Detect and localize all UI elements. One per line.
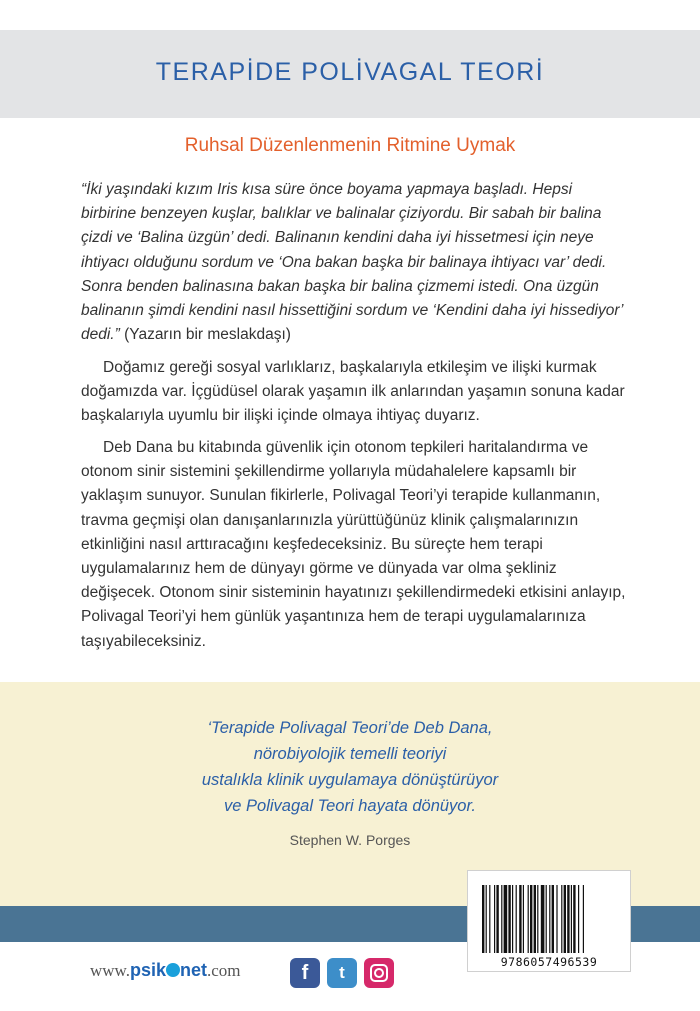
barcode-bar: [508, 885, 510, 953]
instagram-icon[interactable]: [364, 958, 394, 988]
book-title: TERAPİDE POLİVAGAL TEORİ: [155, 58, 545, 86]
barcode-bar: [546, 885, 547, 953]
body-paragraph-2: Deb Dana bu kitabında güvenlik için otonom tepkileri haritalandırma ve otonom sinir sistemini şekillendirme yollarıyla müdahalelere kapsamlı bir yaklaşım sunuyor. Sunulan fikirlerle, Polivagal Teori’yi terapide kullanmanın, travma geçmişi olan danışanlarınızla yürüttüğünüz klinik çalışmalarınızın etkinliğini nasıl arttıracağını keşfedeceksiniz. Bu süreçte hem terapi uygulamalarınız hem de dünyayı görme ve dünyada var olma şekliniz değişecek. Otonom sinir sisteminin hayatınızı şekillendirmedeki etkisini anlayıp, Polivagal Teori’yi hem günlük yaşantınıza hem de terapi uygulamalarınıza taşıyabileceksiniz.: [81, 439, 626, 650]
barcode-bar: [489, 885, 490, 953]
barcode: [467, 870, 631, 972]
barcode-bar: [552, 885, 554, 953]
website-link[interactable]: [90, 960, 241, 981]
barcode-bar: [561, 885, 562, 953]
barcode-bar: [519, 885, 521, 953]
body-paragraph-1: Doğamız gereği sosyal varlıklarız, başkalarıyla etkileşim ve ilişki kurmak doğamızda var. İçgüdüsel olarak yaşamın ilk anlarından yaşamın sonuna kadar başkalarıyla uyumlu bir ilişki içinde olmaya ihtiyaç duyarız.: [81, 359, 625, 425]
barcode-bar: [556, 885, 557, 953]
facebook-glyph: f: [301, 962, 309, 984]
book-subtitle: Ruhsal Düzenlenmenin Ritmine Uymak: [184, 135, 516, 156]
endorsement-line: nörobiyolojik temelli teoriyi: [253, 745, 447, 763]
endorsement-line: ‘Terapide Polivagal Teori’de Deb Dana,: [207, 719, 493, 737]
isbn-number: 9786057496539: [500, 955, 598, 969]
opening-quote: [81, 178, 626, 347]
endorsement-quote: [0, 715, 700, 819]
website-prefix: www.: [90, 961, 130, 980]
barcode-bar: [512, 885, 513, 953]
website-tld: .com: [207, 961, 241, 980]
barcode-bar: [549, 885, 550, 953]
barcode-bar: [523, 885, 524, 953]
barcode-bar: [583, 885, 584, 953]
quote-attribution: (Yazarın bir meslakdaşı): [124, 326, 291, 344]
endorsement-line: ve Polivagal Teori hayata dönüyor.: [224, 797, 476, 815]
barcode-bar: [573, 885, 575, 953]
barcode-bar: [486, 885, 487, 953]
barcode-bar: [501, 885, 502, 953]
barcode-bar: [528, 885, 529, 953]
barcode-bar: [482, 885, 484, 953]
barcode-bar: [504, 885, 508, 953]
website-brand-a: psik: [129, 960, 167, 980]
barcode-bar: [564, 885, 566, 953]
barcode-bar: [541, 885, 545, 953]
twitter-glyph: t: [339, 963, 345, 982]
instagram-lens-shape: [374, 968, 384, 978]
barcode-bar: [578, 885, 579, 953]
endorsement-author: Stephen W. Porges: [289, 832, 411, 848]
brand-circle-icon: [166, 963, 180, 977]
barcode-bar: [571, 885, 572, 953]
website-brand-b: net: [180, 960, 208, 980]
endorsement-line: ustalıkla klinik uygulamaya dönüştürüyor: [201, 771, 499, 789]
barcode-bar: [534, 885, 536, 953]
opening-quote-text: “İki yaşındaki kızım Iris kısa süre önce boyama yapmaya başladı. Hepsi birbirine benzeyen kuşlar, balıklar ve balinalar çiziyordu. Bir sabah bir balina çizdi ve ‘Balina üzgün’ dedi. Balinanın kendini daha iyi hissetmesi için neye ihtiyacı olduğunu sordum ve ‘Ona bakan başka bir balinaya ihtiyacı var’ dedi. Sonra benden balinasına bakan başka bir balina çizmemi istedi. Ona üzgün balinanın şimdi kendini nasıl hissettiğini sordum ve ‘Kendini daha iyi hissediyor’ dedi.”: [81, 181, 623, 344]
barcode-bar: [516, 885, 517, 953]
barcode-bar: [567, 885, 569, 953]
barcode-bar: [537, 885, 538, 953]
barcode-bar: [496, 885, 498, 953]
facebook-icon[interactable]: [290, 958, 320, 988]
barcode-bar: [530, 885, 532, 953]
barcode-bars: [482, 885, 616, 953]
twitter-icon[interactable]: [327, 958, 357, 988]
barcode-bar: [494, 885, 495, 953]
